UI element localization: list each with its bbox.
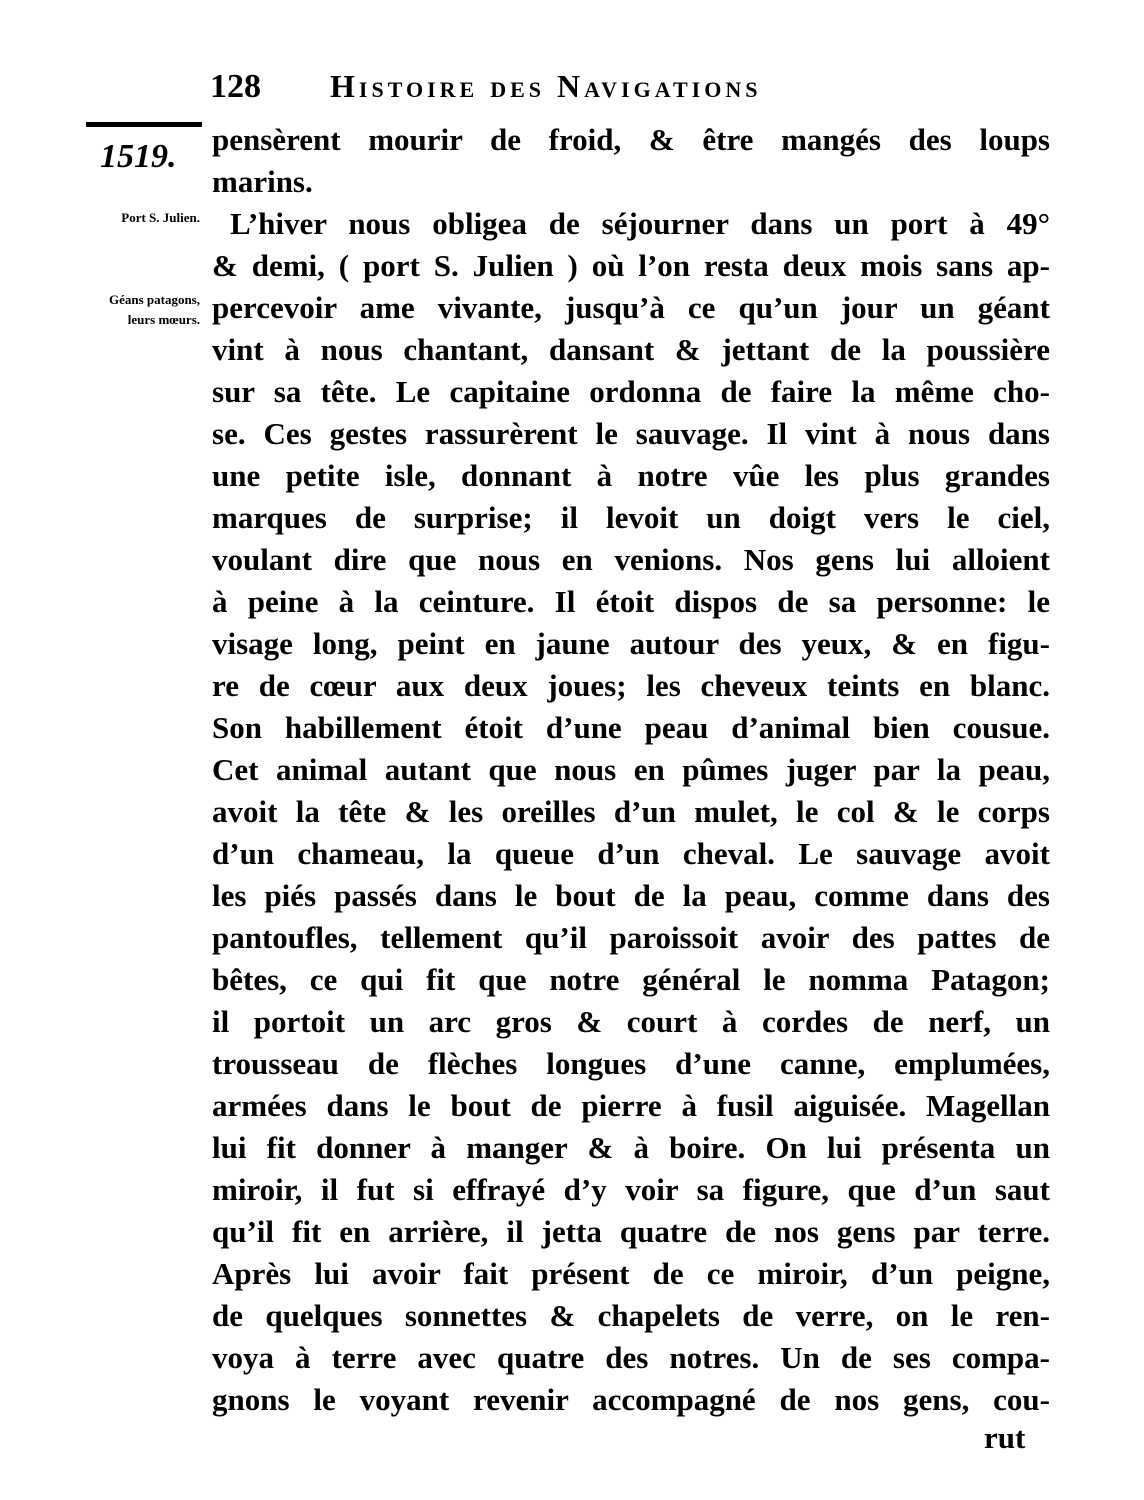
text-line: & demi, ( port S. Julien ) où l’on resta deux mois sans ap-: [212, 248, 1050, 283]
text-line: re de cœur aux deux joues; les cheveux teints en blanc.: [212, 668, 1050, 703]
text-line: Après lui avoir fait présent de ce miroir, d’un peigne,: [212, 1256, 1050, 1291]
text-line: vint à nous chantant, dansant & jettant de la poussière: [212, 332, 1050, 367]
text-line: visage long, peint en jaune autour des yeux, & en figu-: [212, 626, 1050, 661]
text-line: L’hiver nous obligea de séjourner dans un port à 49°: [230, 206, 1050, 241]
text-line: marins.: [212, 164, 313, 199]
text-line: il portoit un arc gros & court à cordes de nerf, un: [212, 1004, 1050, 1039]
margin-note-geants: Géans patagons, leurs mœurs.: [108, 292, 200, 327]
page-number: 128: [210, 68, 261, 105]
text-line: sur sa tête. Le capitaine ordonna de faire la même cho-: [212, 374, 1050, 409]
text-line: voulant dire que nous en venions. Nos gens lui alloient: [212, 542, 1050, 577]
margin-rule: [86, 122, 202, 127]
text-line: Son habillement étoit d’une peau d’animal bien cousue.: [212, 710, 1050, 745]
text-line: d’un chameau, la queue d’un cheval. Le sauvage avoit: [212, 836, 1050, 871]
text-line: à peine à la ceinture. Il étoit dispos de sa personne: le: [212, 584, 1050, 619]
text-line: voya à terre avec quatre des notres. Un de ses compa-: [212, 1340, 1050, 1375]
text-line: les piés passés dans le bout de la peau, comme dans des: [212, 878, 1050, 913]
page-header: [210, 64, 970, 114]
text-line: armées dans le bout de pierre à fusil aiguisée. Magellan: [212, 1088, 1050, 1123]
text-line: pensèrent mourir de froid, & être mangés des loups: [212, 122, 1050, 157]
text-line: avoit la tête & les oreilles d’un mulet, le col & le corps: [212, 794, 1050, 829]
text-line: pantoufles, tellement qu’il paroissoit avoir des pattes de: [212, 920, 1050, 955]
text-line: une petite isle, donnant à notre vûe les plus grandes: [212, 458, 1050, 493]
running-title: Histoire des Navigations: [330, 68, 762, 104]
margin-note-port: Port S. Julien.: [121, 210, 200, 225]
text-line: bêtes, ce qui fit que notre général le nomma Patagon;: [212, 962, 1050, 997]
text-line: marques de surprise; il levoit un doigt vers le ciel,: [212, 500, 1050, 535]
text-line: de quelques sonnettes & chapelets de verre, on le ren-: [212, 1298, 1050, 1333]
text-line: trousseau de flèches longues d’une canne, emplumées,: [212, 1046, 1050, 1081]
text-line: percevoir ame vivante, jusqu’à ce qu’un jour un géant: [212, 290, 1050, 325]
text-line: Cet animal autant que nous en pûmes juger par la peau,: [212, 752, 1050, 787]
catchword: rut: [984, 1420, 1026, 1455]
text-line: miroir, il fut si effrayé d’y voir sa figure, que d’un saut: [212, 1172, 1050, 1207]
text-line: se. Ces gestes rassurèrent le sauvage. Il vint à nous dans: [212, 416, 1050, 451]
text-line: qu’il fit en arrière, il jetta quatre de nos gens par terre.: [212, 1214, 1050, 1249]
text-line: gnons le voyant revenir accompagné de nos gens, cou-: [212, 1382, 1050, 1417]
margin-year: 1519.: [100, 138, 177, 175]
text-line: lui fit donner à manger & à boire. On lui présenta un: [212, 1130, 1050, 1165]
